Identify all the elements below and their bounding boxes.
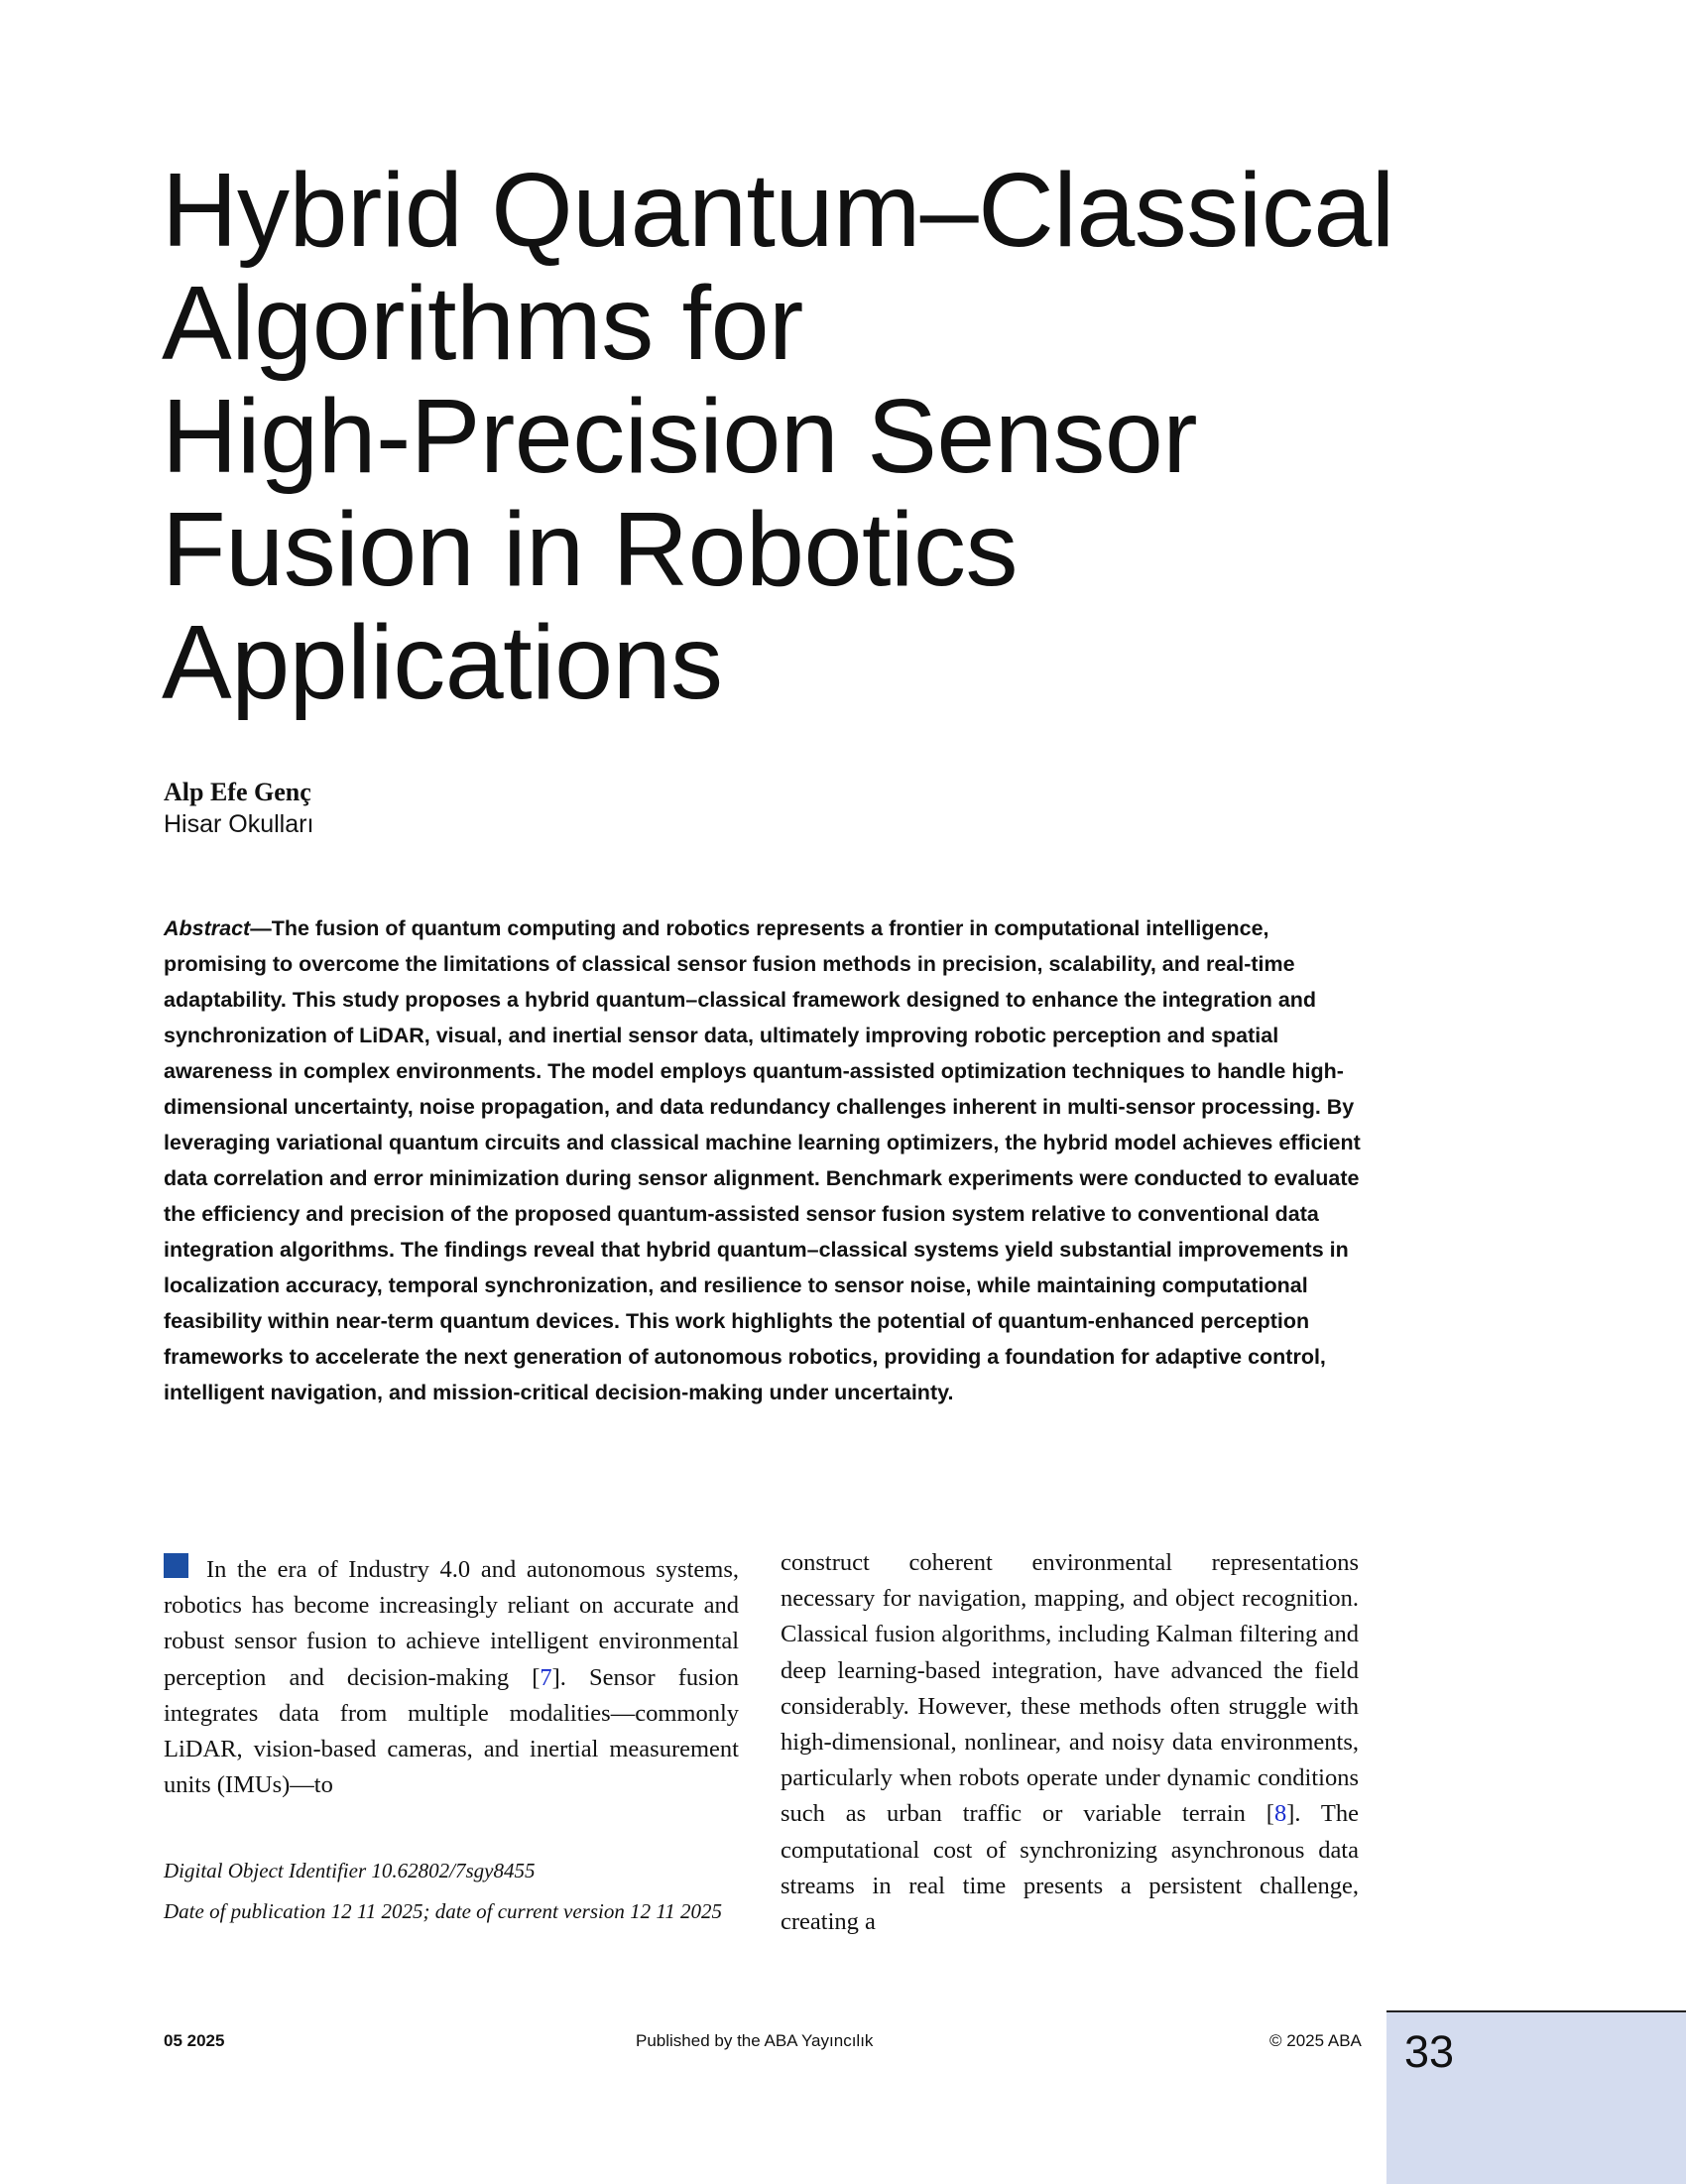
author-name: Alp Efe Genç bbox=[164, 778, 311, 806]
body-column-right bbox=[781, 1545, 1359, 1940]
footer-publisher: Published by the ABA Yayıncılık bbox=[636, 2031, 874, 2050]
footer-issue: 05 2025 bbox=[164, 2031, 225, 2050]
title-line: Fusion in Robotics bbox=[162, 491, 1018, 608]
title-line: Applications bbox=[162, 604, 723, 721]
citation-link[interactable]: 7 bbox=[540, 1663, 552, 1691]
publication-dates: Date of publication 12 11 2025; date of current version 12 11 2025 bbox=[164, 1899, 723, 1923]
body-text: construct coherent environmental representations necessary for navigation, mapping, and object recognition. Classical fusion algorithms, including Kalman filtering and deep learning-based integration, have advanced the field considerably. However, these methods often struggle with high-dimensional, nonlinear, and noisy data environments, particularly when robots operate under dynamic conditions such as urban traffic or variable terrain [ bbox=[781, 1549, 1359, 1828]
page-number: 33 bbox=[1404, 2026, 1455, 2077]
title-line: High-Precision Sensor bbox=[162, 378, 1198, 495]
body-column-left bbox=[164, 1552, 739, 1803]
paper-title bbox=[162, 152, 1394, 721]
page-number-box bbox=[1386, 2010, 1686, 2184]
footer-copyright: © 2025 ABA bbox=[1269, 2031, 1362, 2050]
body-text: ]. The computational cost of synchronizing asynchronous data streams in real time presents a persistent challenge, creating a bbox=[781, 1800, 1359, 1936]
doi-note: Digital Object Identifier 10.62802/7sgy8455 bbox=[164, 1859, 536, 1882]
body-text: ]. Sensor fusion integrates data from multiple modalities—commonly LiDAR, vision-based cameras, and inertial measurement units (IMUs)—to bbox=[164, 1663, 739, 1799]
body-text: In the era of Industry 4.0 and autonomous systems, robotics has become increasingly reliant on accurate and robust sensor fusion to achieve intelligent environmental perception and decision-making [ bbox=[164, 1556, 739, 1691]
title-line: Algorithms for bbox=[162, 265, 803, 382]
citation-link[interactable]: 8 bbox=[1273, 1800, 1287, 1828]
abstract-label: Abstract bbox=[164, 916, 251, 940]
author-affiliation: Hisar Okulları bbox=[164, 810, 314, 838]
abstract-text: —The fusion of quantum computing and robotics represents a frontier in computational intelligence, promising to overcome the limitations of classical sensor fusion methods in precision, scalability, and real-time adaptability. This study proposes a hybrid quantum–classical framework designed to enhance the integration and synchronization of LiDAR, visual, and inertial sensor data, ultimately improving robotic perception and spatial awareness in complex environments. The model employs quantum-assisted optimization techniques to handle high-dimensional uncertainty, noise propagation, and data redundancy challenges inherent in multi-sensor processing. By leveraging variational quantum circuits and classical machine learning optimizers, the hybrid model achieves efficient data correlation and error minimization during sensor alignment. Benchmark experiments were conducted to evaluate the efficiency and precision of the proposed quantum-assisted sensor fusion system relative to conventional data integration algorithms. The findings reveal that hybrid quantum–classical systems yield substantial improvements in localization accuracy, temporal synchronization, and resilience to sensor noise, while maintaining computational feasibility within near-term quantum devices. This work highlights the potential of quantum-enhanced perception frameworks to accelerate the next generation of autonomous robotics, providing a foundation for adaptive control, intelligent navigation, and mission-critical decision-making under uncertainty. bbox=[164, 916, 1361, 1404]
title-line: Hybrid Quantum–Classical bbox=[162, 152, 1394, 269]
abstract bbox=[164, 910, 1364, 1410]
section-marker-icon bbox=[164, 1553, 188, 1578]
